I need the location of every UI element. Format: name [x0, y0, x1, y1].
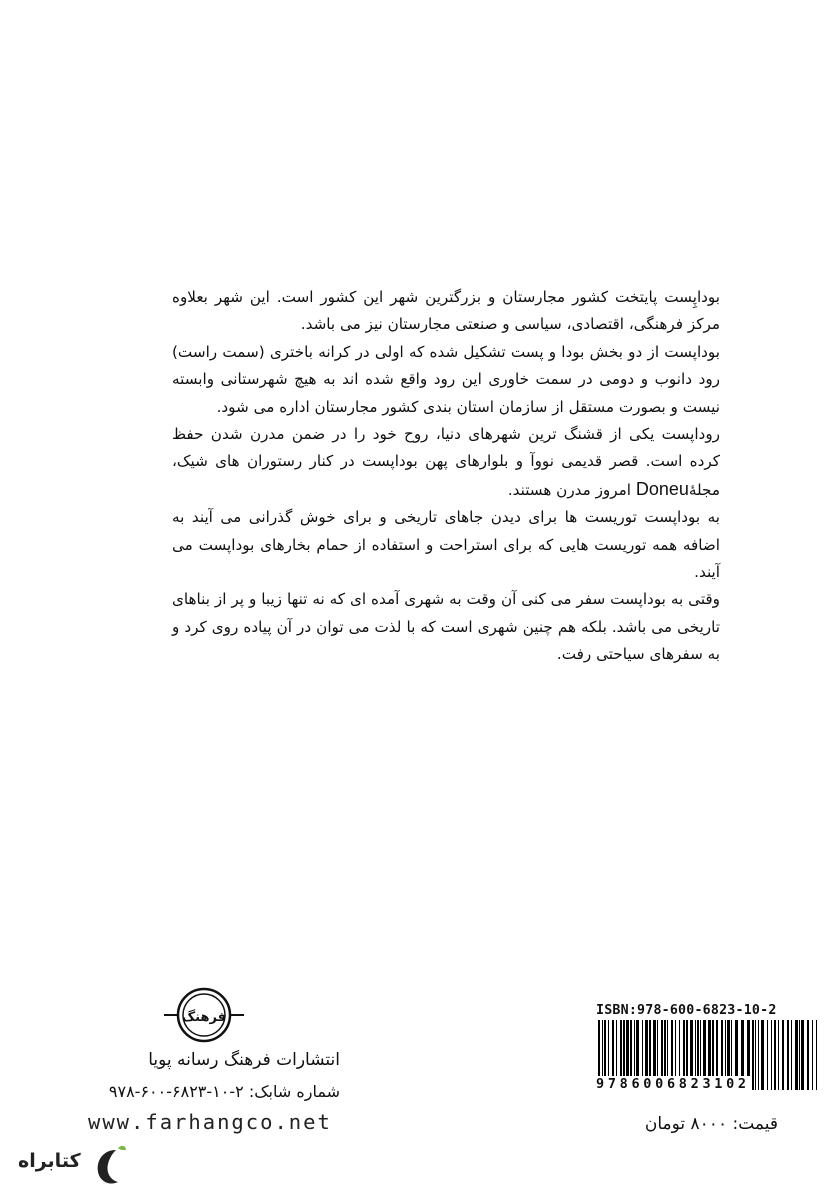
publisher-name: انتشارات فرهنگ رسانه پویا [148, 1050, 340, 1070]
barcode-digits: 9786006823102 [596, 1076, 750, 1092]
barcode-bar [755, 1020, 756, 1090]
publisher-logo-text: فرهنگ [181, 1010, 227, 1025]
magazine-name: Doneu [635, 478, 689, 499]
paragraph-1: بوداپِست پایتخت کشور مجارستان و بزرگترین شهر این کشور است. این شهر بعلاوه مرکز فرهنگی، اقتصادی، سیاسی و صنعتی مجارستان نیز می باشد. [172, 288, 720, 334]
publisher-isbn: شماره شابک: ۲-۱۰-۶۸۲۳-۶۰۰-۹۷۸ [108, 1082, 340, 1101]
barcode-bar [782, 1020, 784, 1090]
barcode-bar [752, 1020, 754, 1090]
paragraph-3-text: روداپست یکی از قشنگ ترین شهرهای دنیا، روح خود را در ضمن مدرن شدن حفظ کرده است. قصر قدیمی نووآ و بلوارهای پهن بوداپست در کنار رستوران های شیک، مجلهٔ [172, 425, 720, 499]
barcode-bar [778, 1020, 779, 1090]
barcode-bar [774, 1020, 776, 1090]
barcode-bar [791, 1020, 792, 1090]
paragraph-5: وقتی به بوداپست سفر می کنی آن وقت به شهری آمده ای که نه تنها زیبا و پر از بناهای تاریخی می باشد. بلکه هم چنین شهری است که با لذت می توان در آن پیاده روی کرد و به سفرهای سیاحتی رفت. [172, 590, 720, 664]
barcode-bar [767, 1020, 768, 1090]
barcode-bar [761, 1020, 764, 1090]
barcode-bar [816, 1020, 817, 1090]
price: قیمت: ۸۰۰۰ تومان [644, 1114, 778, 1134]
paragraph-2: بوداپست از دو بخش بودا و پست تشکیل شده که اولی در کرانه باختری (سمت راست) رود دانوب و دومی در سمت خاوری این رود واقع شده اند به هیچ شهرستانی وابسته نیست و بصورت مستقل از سازمان استان بندی کشور مجارستان اداره می شود. [172, 342, 720, 416]
barcode-bar [807, 1020, 809, 1090]
publisher-website: www.farhangco.net [88, 1110, 332, 1134]
paragraph-3 [172, 421, 720, 504]
barcode-bar [795, 1020, 798, 1090]
paragraph-3-tail: امروز مدرن هستند. [507, 480, 632, 499]
barcode-bar [758, 1020, 759, 1090]
ketabrah-logo-text: کتابراه [18, 1150, 81, 1172]
barcode-bar [801, 1020, 804, 1090]
publisher-logo [162, 985, 246, 1045]
barcode-bar [799, 1020, 800, 1090]
barcode-isbn-label: ISBN:978-600-6823-10-2 [596, 1003, 777, 1018]
barcode-bar [812, 1020, 813, 1090]
back-cover-text [172, 284, 720, 669]
barcode-bar [787, 1020, 789, 1090]
barcode-bar [771, 1020, 772, 1090]
paragraph-4: به بوداپست توریست ها برای دیدن جاهای تاریخی و برای خوش گذرانی می آیند به اضافه همه توریست هایی که برای استراحت و استفاده از حمام بخارهای بوداپست می آیند. [172, 508, 720, 582]
